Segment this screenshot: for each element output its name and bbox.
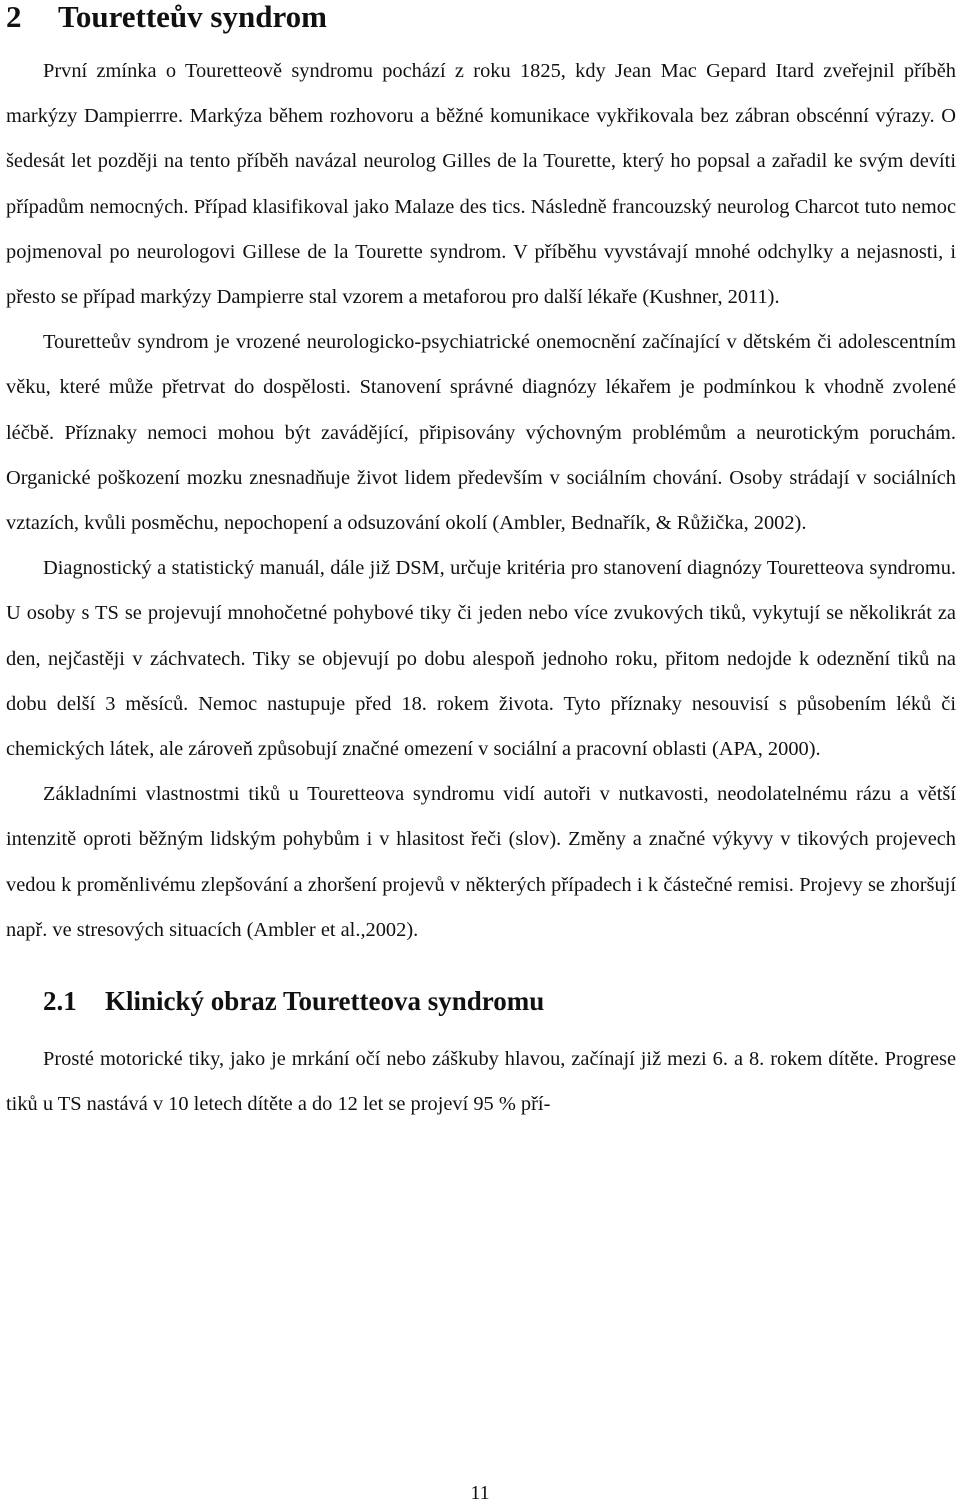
chapter-number: 2 [6, 0, 22, 34]
chapter-title: Tourettеův syndrom [58, 0, 327, 34]
paragraph: Tourettеův syndrom je vrozené neurologicko-psychiatrické onemocnění začínající v dětském či adolescentním věku, které může přetrvat do dospělosti. Stanovení správné diagnózy lékařem je podmínkou k vhodně zvolené léčbě. Příznaky nemoci mohou být zavádějící, připisovány výchovným problémům a neurotickým poruchám. Organické poškození mozku znesnadňuje život lidem především v sociálním chování. Osoby strádají v sociálních vztazích, kvůli posměchu, nepochopení a odsuzování okolí (Ambler, Bednařík, & Růžička, 2002). [6, 331, 956, 535]
paragraph: Základními vlastnostmi tiků u Tourettеova syndromu vidí autoři v nutkavosti, neodolatelnému rázu a větší intenzitě oproti běžným lidským pohybům i v hlasitost řeči (slov). Změny a značné výkyvy v tikových projevech vedou k proměnlivému zlepšování a zhoršení projevů v některých případech i k částečné remisi. Projevy se zhoršují např. ve stresových situacích (Ambler et al.,2002). [6, 783, 956, 941]
section-heading [6, 985, 956, 1017]
paragraph: Prosté motorické tiky, jako je mrkání očí nebo záškuby hlavou, začínají již mezi 6. a 8. rokem dítěte. Progrese tiků u TS nastává v 10 letech dítěte a do 12 let se projeví 95 % pří- [6, 1048, 956, 1116]
document-page [6, 0, 956, 1127]
section-title: Klinický obraz Tourettеova syndromu [105, 986, 545, 1017]
page-number: 11 [470, 1482, 490, 1504]
paragraph: První zmínka o Tourettеově syndromu pochází z roku 1825, kdy Jean Mac Gepard Itard zveřejnil příběh markýzy Dampierrre. Markýza během rozhovoru a běžné komunikace vykřikovala bez zábran obscénní výrazy. O šedesát let později na tento příběh navázal neurolog Gilles de la Tourette, který ho popsal a zařadil ke svým devíti případům nemocných. Případ klasifikoval jako Malaze des tics. Následně francouzský neurolog Charcot tuto nemoc pojmenoval po neurologovi Gillese de la Tourette syndrom. V příběhu vyvstávají mnohé odchylky a nejasnosti, i přesto se případ markýzy Dampierre stal vzorem a metaforou pro další lékaře (Kushner, 2011). [6, 60, 956, 309]
paragraph: Diagnostický a statistický manuál, dále již DSM, určuje kritéria pro stanovení diagnózy Tourettеova syndromu. U osoby s TS se projevují mnohočetné pohybové tiky či jeden nebo více zvukových tiků, vykytují se několikrát za den, nejčastěji v záchvatech. Tiky se objevují po dobu alespoň jednoho roku, přitom nedojde k odeznění tiků na dobu delší 3 měsíců. Nemoc nastupuje před 18. rokem života. Tyto příznaky nesouvisí s působením léků či chemických látek, ale zároveň způsobují značné omezení v sociální a pracovní oblasti (APA, 2000). [6, 557, 956, 761]
chapter-heading [6, 0, 956, 36]
section-number: 2.1 [43, 986, 77, 1017]
